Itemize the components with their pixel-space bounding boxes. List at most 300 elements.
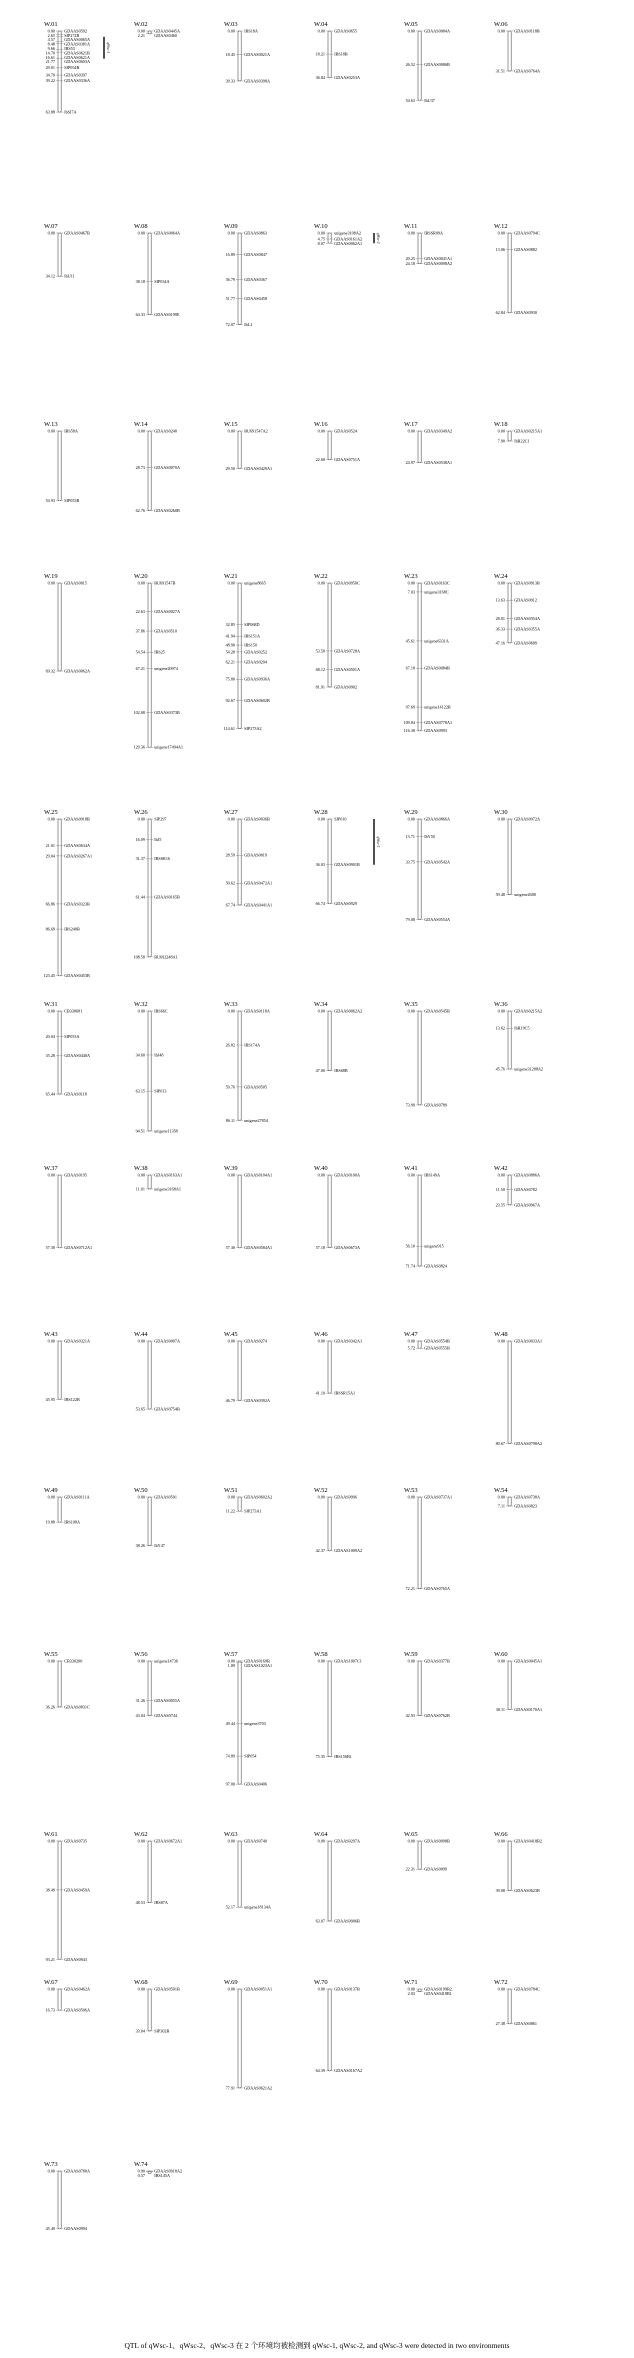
marker-position: 7.03 <box>407 589 415 595</box>
group-title: W.67 <box>44 1979 58 1986</box>
marker-name: BU691547A2 <box>244 428 268 434</box>
marker-position: 46.79 <box>225 1397 235 1403</box>
marker-position: 0.00 <box>407 230 415 236</box>
group-title: W.38 <box>134 1165 148 1172</box>
marker-position: 29.01 <box>45 65 55 71</box>
marker-position: 67.21 <box>135 665 145 671</box>
chromosome-bar <box>238 819 241 905</box>
chromosome-bar <box>328 1011 331 1071</box>
marker-name: GDAAS0592 <box>64 28 88 34</box>
marker-position: 0.00 <box>47 1658 55 1664</box>
marker-position: 36.33 <box>495 626 505 632</box>
marker-position: 0.00 <box>227 230 235 236</box>
chromosome-bar <box>508 1011 511 1069</box>
marker-position: 1.09 <box>227 1662 235 1668</box>
linkage-group-w01 <box>44 21 110 115</box>
marker-position: 0.00 <box>137 1986 145 1992</box>
marker-position: 0.00 <box>227 1008 235 1014</box>
marker-position: 72.07 <box>225 321 235 327</box>
marker-position: 56.10 <box>405 1243 415 1249</box>
marker-position: 0.00 <box>407 1986 415 1992</box>
marker-name: unigene18134A <box>244 1904 271 1910</box>
marker-name: GDAAS0621A2 <box>244 2085 273 2091</box>
group-title: W.46 <box>314 1331 328 1338</box>
marker-name: GDAAS0831C <box>64 1704 90 1710</box>
marker-name: GDAAS1009A2 <box>334 1548 363 1554</box>
marker-name: GDAAS0099 <box>424 1866 448 1872</box>
linkage-group-w41 <box>404 1165 448 1269</box>
marker-name: GDAAS0397 <box>64 72 88 78</box>
chromosome-bar <box>418 1011 421 1105</box>
group-title: W.30 <box>494 809 508 816</box>
marker-name: GDAAS0623B <box>514 1888 540 1894</box>
group-title: W.25 <box>44 809 58 816</box>
marker-name: GDAAS0542A <box>424 859 451 865</box>
marker-name: IBS150 <box>244 642 258 648</box>
chromosome-bar <box>328 431 331 460</box>
marker-position: 0.00 <box>137 1172 145 1178</box>
marker-name: GDAAS0459A <box>64 1887 91 1893</box>
marker-name: GDAAS0161A2 <box>334 236 363 242</box>
group-title: W.71 <box>404 1979 418 1986</box>
marker-position: 13.71 <box>405 833 415 839</box>
marker-name: GDAAS0765A <box>424 1586 451 1592</box>
marker-name: GDAAS0377B <box>424 1658 450 1664</box>
linkage-group-w38 <box>134 1165 182 1191</box>
marker-position: 24.97 <box>405 460 415 466</box>
marker-position: 11.50 <box>495 1187 505 1193</box>
marker-name: GDAAS0735 <box>64 1838 88 1844</box>
marker-position: 0.00 <box>47 230 55 236</box>
marker-position: 11.22 <box>225 1508 235 1514</box>
linkage-group-w27 <box>224 809 272 907</box>
marker-position: 64.39 <box>315 2068 325 2074</box>
marker-position: 38.18 <box>135 278 145 284</box>
group-title: W.09 <box>224 223 238 230</box>
chromosome-bar <box>238 1341 241 1400</box>
marker-position: 0.00 <box>227 1338 235 1344</box>
marker-position: 45.76 <box>495 1066 505 1072</box>
marker-position: 109.84 <box>403 719 415 725</box>
marker-name: GDAAS0740 <box>244 1838 268 1844</box>
marker-name: unigene915 <box>424 1243 444 1249</box>
marker-position: 63.15 <box>135 1088 145 1094</box>
marker-name: SIP273A1 <box>244 1508 262 1514</box>
marker-position: 45.61 <box>405 638 415 644</box>
group-title: W.31 <box>44 1001 58 1008</box>
marker-position: 33.75 <box>405 859 415 865</box>
group-title: W.49 <box>44 1487 58 1494</box>
chromosome-bar <box>148 431 151 511</box>
chromosome-bar <box>418 31 421 100</box>
marker-name: GDAAS0392A <box>244 1397 271 1403</box>
marker-name: IBSSR15A1 <box>334 1390 356 1396</box>
marker-name: GDAAS0062A1 <box>334 240 363 246</box>
marker-name: CB330681 <box>64 1008 83 1014</box>
marker-name: GDAAS0118B <box>514 28 540 34</box>
marker-position: 0.00 <box>47 28 55 34</box>
marker-position: 24.18 <box>405 261 415 267</box>
group-title: W.12 <box>494 223 508 230</box>
marker-name: GDAAS0027A <box>154 609 181 615</box>
marker-position: 0.00 <box>407 1008 415 1014</box>
marker-position: 0.57 <box>137 2172 145 2178</box>
marker-name: GDAAS0015 <box>64 580 88 586</box>
marker-name: IBS18A <box>244 28 258 34</box>
marker-position: 35.28 <box>45 1053 55 1059</box>
group-title: W.13 <box>44 421 58 428</box>
group-title: W.17 <box>404 421 418 428</box>
marker-name: unigene3703 <box>244 1721 266 1727</box>
marker-position: 59.76 <box>225 1084 235 1090</box>
marker-position: 0.00 <box>137 428 145 434</box>
marker-position: 0.00 <box>407 1338 415 1344</box>
marker-position: 129.36 <box>133 744 145 750</box>
chromosome-bar <box>148 819 151 957</box>
chromosome-bar <box>508 1661 511 1709</box>
marker-name: unigene2688 <box>514 891 536 897</box>
linkage-group-w06 <box>494 21 540 73</box>
marker-name: GDAAS0672A1 <box>154 1838 183 1844</box>
marker-name: GDAAS0321A <box>64 1338 91 1344</box>
marker-name: GDAAS0918A2 <box>154 2168 183 2174</box>
qtl-label: qWsc-1 <box>106 42 111 54</box>
marker-name: GDAAS0274 <box>244 1338 268 1344</box>
marker-name: GDAAS0505 <box>244 1084 268 1090</box>
marker-position: 36.03 <box>315 862 325 868</box>
marker-name: IBS18B <box>334 51 348 57</box>
group-title: W.39 <box>224 1165 238 1172</box>
marker-position: 8.48 <box>47 41 55 47</box>
marker-position: 57.18 <box>315 1245 325 1251</box>
linkage-group-w29 <box>404 809 450 922</box>
marker-position: 0.00 <box>317 1494 325 1500</box>
group-title: W.02 <box>134 21 148 28</box>
marker-name: GDAAS0967A <box>514 1202 541 1208</box>
linkage-group-w74 <box>134 2161 182 2178</box>
chromosome-bar <box>418 583 421 731</box>
linkage-group-w23 <box>403 573 452 733</box>
chromosome-bar <box>148 1011 151 1131</box>
chromosome-bar <box>328 1841 331 1921</box>
marker-name: unigene8665 <box>244 580 266 586</box>
marker-position: 86.69 <box>45 926 55 932</box>
chromosome-bar <box>328 819 331 904</box>
chromosome-bar <box>58 1341 61 1399</box>
marker-position: 0.00 <box>47 428 55 434</box>
marker-position: 23.55 <box>495 1202 505 1208</box>
group-title: W.32 <box>134 1001 148 1008</box>
marker-position: 26.52 <box>405 62 415 68</box>
group-title: W.50 <box>134 1487 148 1494</box>
marker-position: 0.00 <box>497 1338 505 1344</box>
marker-name: GDAAS0098A2 <box>424 261 453 267</box>
linkage-group-w30 <box>494 809 540 897</box>
marker-name: GDAAS0070A <box>154 464 181 470</box>
linkage-group-w63 <box>224 1831 271 1910</box>
marker-name: GDAAS0524 <box>334 428 358 434</box>
marker-name: GDAAS0847 <box>244 251 268 257</box>
linkage-group-w48 <box>494 1331 542 1446</box>
marker-name: GDAAS0007A <box>154 1338 181 1344</box>
marker-name: IbJ48 <box>154 1052 164 1058</box>
group-title: W.15 <box>224 421 238 428</box>
marker-name: SIP054B <box>64 65 80 71</box>
marker-name: GDAAS0045A1 <box>514 1658 543 1664</box>
group-title: W.45 <box>224 1331 238 1338</box>
marker-position: 53.65 <box>135 1406 145 1412</box>
marker-name: GDAAS0098B <box>424 1838 450 1844</box>
group-title: W.57 <box>224 1651 238 1658</box>
marker-position: 34.60 <box>135 1052 145 1058</box>
chromosome-bar <box>418 1841 421 1869</box>
marker-name: GDAAS0398A <box>244 78 271 84</box>
marker-name: GDAAS0655 <box>334 28 358 34</box>
linkage-group-w52 <box>314 1487 362 1553</box>
group-title: W.64 <box>314 1831 328 1838</box>
marker-name: GDAAS0062A2 <box>334 1008 363 1014</box>
chromosome-bar <box>148 1497 151 1546</box>
marker-position: 7.90 <box>497 438 505 444</box>
marker-position: 38.11 <box>495 1706 505 1712</box>
marker-name: unigene17494A1 <box>154 744 184 750</box>
group-title: W.06 <box>494 21 508 28</box>
marker-position: 0.00 <box>497 580 505 586</box>
group-title: W.55 <box>44 1651 58 1658</box>
group-title: W.61 <box>44 1831 58 1838</box>
marker-position: 4.75 <box>317 236 325 242</box>
linkage-group-w20 <box>133 573 183 750</box>
marker-name: IbU11 <box>64 273 75 279</box>
linkage-group-w40 <box>314 1165 360 1250</box>
marker-position: 0.00 <box>227 580 235 586</box>
marker-position: 80.67 <box>495 1440 505 1446</box>
marker-name: GDAAS0634A <box>64 843 91 849</box>
marker-name: GDAAS0062A <box>64 668 91 674</box>
marker-position: 0.00 <box>137 816 145 822</box>
marker-name: GDAAS0033A1 <box>514 1338 543 1344</box>
marker-name: unigene3168A1 <box>154 1186 181 1192</box>
marker-position: 0.00 <box>497 28 505 34</box>
marker-position: 0.00 <box>227 816 235 822</box>
marker-position: 42.37 <box>315 1548 325 1554</box>
marker-name: GDAAS0824 <box>424 1263 448 1269</box>
linkage-group-w34 <box>314 1001 362 1073</box>
marker-position: 0.00 <box>317 230 325 236</box>
marker-name: GDAAS0336A <box>64 78 91 84</box>
marker-name: GDAAS0167A2 <box>334 2068 363 2074</box>
marker-position: 0.00 <box>137 1838 145 1844</box>
marker-name: GDAAS0994 <box>64 2226 88 2232</box>
group-title: W.34 <box>314 1001 328 1008</box>
group-title: W.03 <box>224 21 238 28</box>
linkage-group-w13 <box>44 421 80 503</box>
marker-position: 16.73 <box>45 2007 55 2013</box>
marker-name: BU691547B <box>154 580 176 586</box>
marker-position: 39.33 <box>225 78 235 84</box>
marker-position: 0.00 <box>497 230 505 236</box>
chromosome-bar <box>58 1989 61 2010</box>
linkage-group-w46 <box>314 1331 362 1396</box>
marker-position: 0.00 <box>47 816 55 822</box>
chromosome-bar <box>508 233 511 313</box>
group-title: W.66 <box>494 1831 508 1838</box>
marker-position: 0.00 <box>407 816 415 822</box>
chromosome-bar <box>58 1175 61 1248</box>
marker-position: 0.00 <box>317 1838 325 1844</box>
group-title: W.27 <box>224 809 238 816</box>
marker-position: 67.18 <box>405 665 415 671</box>
linkage-group-w11 <box>404 223 452 266</box>
linkage-group-w59 <box>404 1651 450 1718</box>
group-title: W.11 <box>404 223 418 230</box>
marker-position: 0.00 <box>47 1986 55 1992</box>
group-title: W.23 <box>404 573 418 580</box>
marker-name: SIP053A <box>64 1033 80 1039</box>
linkage-group-w22 <box>314 573 360 689</box>
marker-position: 20.25 <box>405 256 415 262</box>
chromosome-bar <box>238 1841 241 1907</box>
chromosome-bar <box>508 1341 511 1443</box>
linkage-group-w50 <box>134 1487 177 1548</box>
group-title: W.72 <box>494 1979 508 1986</box>
marker-name: GDAAS0195 <box>64 1172 88 1178</box>
marker-position: 0.00 <box>137 1008 145 1014</box>
marker-name: GDAAS1007C1 <box>334 1658 362 1664</box>
marker-position: 92.67 <box>225 698 235 704</box>
marker-position: 16.09 <box>135 836 145 842</box>
marker-name: GDAAS0252 <box>244 649 268 655</box>
chromosome-bar <box>58 2171 61 2229</box>
marker-position: 54.93 <box>45 498 55 504</box>
marker-position: 18.45 <box>225 51 235 57</box>
marker-position: 32.85 <box>225 622 235 628</box>
chromosome-bar <box>328 233 331 243</box>
linkage-group-w26 <box>133 809 180 959</box>
marker-position: 0.00 <box>227 28 235 34</box>
qtl-interval <box>103 37 105 59</box>
marker-name: GDAAS0782 <box>514 1187 538 1193</box>
linkage-group-w36 <box>494 1001 543 1072</box>
linkage-group-w73 <box>44 2161 90 2231</box>
group-title: W.65 <box>404 1831 418 1838</box>
marker-name: GDAAS0918B <box>64 816 90 822</box>
marker-name: GDAAS0453B <box>64 973 90 979</box>
marker-position: 97.00 <box>225 1781 235 1787</box>
marker-position: 81.91 <box>315 684 325 690</box>
marker-name: CB330200 <box>64 1658 83 1664</box>
marker-position: 41.94 <box>225 633 235 639</box>
linkage-group-w14 <box>134 421 180 513</box>
marker-position: 0.00 <box>407 1838 415 1844</box>
marker-name: GDAAS0163A1 <box>154 1172 183 1178</box>
marker-name: GDAAS0349A2 <box>424 428 453 434</box>
marker-position: 0.00 <box>317 428 325 434</box>
chromosome-bar <box>418 233 421 264</box>
marker-name: GDAAS0294 <box>244 659 268 665</box>
marker-position: 0.00 <box>47 1494 55 1500</box>
marker-position: 13.62 <box>495 1025 505 1031</box>
marker-position: 51.77 <box>225 296 235 302</box>
marker-position: 72.21 <box>405 1586 415 1592</box>
marker-name: GDAAS0460 <box>154 32 178 38</box>
chromosome-bar <box>508 1989 511 2024</box>
marker-position: 8.07 <box>317 240 325 246</box>
group-title: W.42 <box>494 1165 508 1172</box>
chromosome-bar <box>418 1175 421 1266</box>
linkage-group-w68 <box>134 1979 180 2033</box>
linkage-group-w55 <box>44 1651 90 1709</box>
marker-name: GDAAS0554A <box>424 916 451 922</box>
marker-position: 9.66 <box>47 46 55 51</box>
chromosome-bar <box>418 1661 421 1716</box>
chromosome-bar <box>148 233 151 315</box>
linkage-group-w17 <box>404 421 452 465</box>
marker-name: SIP054 <box>244 1753 257 1759</box>
marker-position: 2.03 <box>407 1990 415 1996</box>
marker-name: IBS108A <box>64 1519 81 1525</box>
marker-position: 0.00 <box>497 1172 505 1178</box>
marker-position: 42.93 <box>405 1712 415 1718</box>
marker-name: GDAAS0441A1 <box>244 902 273 908</box>
marker-name: SIP053B <box>64 498 80 504</box>
group-title: W.07 <box>44 223 58 230</box>
marker-name: GDAAS0673A <box>334 1245 361 1251</box>
marker-position: 33.04 <box>135 2028 145 2034</box>
marker-position: 0.00 <box>317 28 325 34</box>
marker-position: 34.70 <box>45 72 55 78</box>
marker-position: 123.45 <box>43 973 55 979</box>
marker-name: unigene14122B <box>424 704 451 710</box>
marker-position: 0.00 <box>227 428 235 434</box>
linkage-group-w67 <box>44 1979 90 2013</box>
group-title: W.04 <box>314 21 328 28</box>
marker-name: GDAAS0912 <box>514 597 538 603</box>
chromosome-bar <box>328 1175 331 1248</box>
linkage-group-w49 <box>44 1487 90 1525</box>
marker-name: GDAAS0367 <box>244 277 268 283</box>
marker-position: 38.49 <box>45 1887 55 1893</box>
linkage-group-w04 <box>314 21 360 80</box>
marker-position: 26.82 <box>225 1042 235 1048</box>
group-title: W.22 <box>314 573 328 580</box>
marker-name: GDAAS0728A <box>334 648 361 654</box>
marker-position: 45.95 <box>45 1396 55 1402</box>
marker-name: GDAAS0381A <box>64 41 91 47</box>
marker-name: GDAAS0215A1 <box>514 428 543 434</box>
marker-name: unigene20974 <box>154 665 178 671</box>
linkage-group-w53 <box>404 1487 452 1591</box>
marker-name: SIP273A2 <box>244 725 262 731</box>
marker-position: 57.30 <box>45 1245 55 1251</box>
marker-name: GDAAS0751A <box>334 457 361 463</box>
chromosome-bar <box>418 431 421 463</box>
linkage-group-w19 <box>44 573 90 673</box>
marker-name: GDAAS0754B <box>154 1406 180 1412</box>
marker-position: 65.44 <box>45 1091 55 1097</box>
linkage-group-w56 <box>134 1651 180 1718</box>
group-title: W.20 <box>134 573 148 580</box>
marker-name: GDAAS0165B <box>154 894 180 900</box>
marker-name: GDAAS0418B2 <box>514 1838 542 1844</box>
marker-name: IBS151A <box>244 633 261 639</box>
marker-name: SIP034A <box>154 278 170 284</box>
marker-position: 0.00 <box>317 1338 325 1344</box>
marker-name: GDAAS0784C <box>514 1986 540 1992</box>
marker-name: IBS58A <box>64 428 78 434</box>
marker-position: 86.11 <box>225 1117 235 1123</box>
chromosome-bar <box>58 819 61 976</box>
